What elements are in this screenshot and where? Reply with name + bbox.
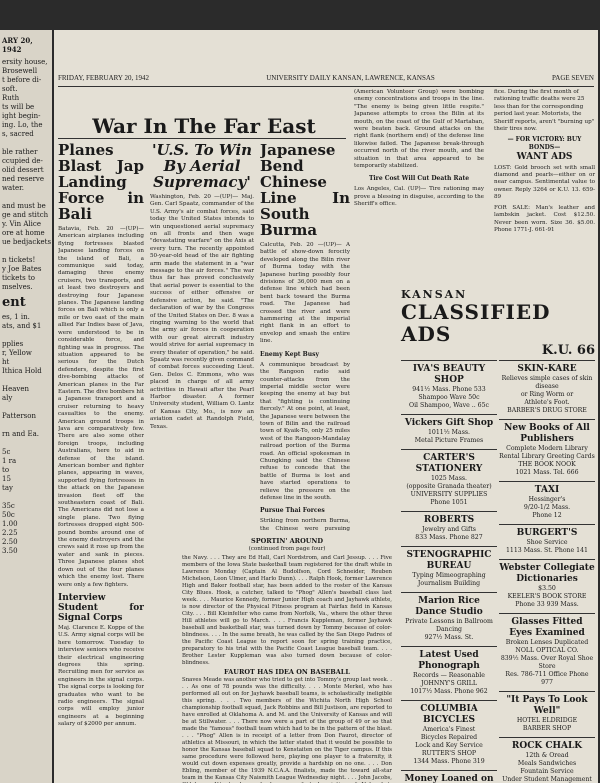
classified-ad-line: 833 Mass. Phone 827 [415,534,483,541]
prev-page-line: r, Yellow [2,349,32,357]
classified-ad-name: Latest Used Phonograph [418,650,480,671]
body-burma: Calcutta, Feb. 20 —(UP)— A battle of show-down ferocity developed along the Bilin river of Burma today with the Japanese hurling possibly four divisions of 36,000 men on a defense line which had been bent back toward the Burma road. The Japanese had crossed the river and were hammering at the imperial right flank in an effort to envelop and smash the entire line. [260,242,350,345]
prev-page-line [2,403,50,412]
classified-kansan: KANSAN [401,288,468,301]
classified-ad-line: HOTEL ELDRIDGE [516,717,578,724]
prev-page-section: ent [2,295,26,310]
classified-ad-line: 9/20-1/2 Mass. [523,504,571,511]
classified-ad-line: BARBER'S DRUG STORE [507,407,587,414]
subhead-tire: Tire Cost Will Cut Death Rate [368,175,470,183]
story-bali [58,142,144,783]
classified-ad-line: Metal Picture Frames [414,437,484,444]
classified-ad [401,592,497,646]
classified-ad-name: New Books of All Publishers [504,423,590,444]
prev-page-line [2,376,50,385]
body-tire: Los Angeles, Cal. (UP)— Tire rationing may prove a blessing in disguise, according to the Sheriff's office. [354,186,484,208]
classified-ad-line: 1113 Mass. St. Phone 141 [506,547,588,554]
classified-ad-line: 1017½ Mass. Phone 962 [410,688,488,695]
masthead [58,74,594,84]
want-ad-item: FOR SALE: Man's leather and lambskin jacket. Cost $12.50. Never been worn. Size 36. $5.00. Phone 1771-J. 661-91 [494,204,595,233]
prev-page-line [2,421,50,430]
classified-ad-name: Marion Rice Dance Studio [415,596,483,617]
classified-ad-line: Athlete's Foot. [524,399,570,406]
sports-body: the Navy. . . . They are Ed Hall, Carl Nordstrom, and Carl Jessup. . . . Five members of the Iowa State basketball team registered for the draft while in Lawrence Monday (Captain Al Budolfson, Cord Schneider, Reuben Michelson, Leon Ulmer, and Harlo Dunn). . . . Ralph Hook, former Lawrence High and Baker football star, has been added to the roster of the Kansas City Blues. Hook, a catcher, talked to "Phog" Allen's baseball class last week. . . . Maurice Kennedy, former Junior High coach and Jayhawk athlete, is now director of the Physical Fitness program at Fairfax field in Kansas City. . . . Bill Kleinfelter who came from Norfolk, Va., where the other three Hill athletes will go to March. . . . Francis Kuppleman, former Jayhawk baseball and basketball star, was turned down by Tommy because of color-blindness. . . . In the same breath, he was called by the San Diego Padres of the Pacific Coast League to report soon for spring training practice, preparatory to his trial with the Pacific Coast League baseball team. . . . Brother Lester Kuppleman was also turned down because of color-blindness. [182,555,392,666]
body-thai: Striking from northern Burma, the Chinese were pursuing [260,518,350,532]
classified-ad-line: 839½ Mass. Over Royal Shoe Store [500,655,594,670]
classified-ad-line: Under Student Management [502,776,592,783]
classified-ad [401,511,497,546]
prev-page-line: 15 [2,475,11,483]
classified-ad-line: Broken Lenses Duplicated [505,639,589,646]
body-bali: Batavia, Feb. 20 —(UP)— American airplanes including flying fortresses blasted Japanese landing forces on the island of Bali, a communique said today, damaging three enemy cruisers, two transports, and at least two destroyers and destroying four Japanese planes. The Japanese landing forces on Bali which is only a mile or two east of the main allied Far Indies base of Java, were understood to be in considerable force, and fighting was in progress. The situation appeared to be serious for the Dutch defenders, despite the first dive-bombing attacks of American planes in the Far Eastern. The dive bombers hit a Japanese transport and a cruiser returning to heavy casualties to the enemy. American ground troops in Java are comparatively few. There are also some other foreign troops, including Australians, here to aid in defense of the island. American bomber and fighter planes, appearing in waves, supported flying fortresses in the attack on the Japanese invasion fleet off the southeastern coast of Bali. The Americans did not lose a single plane. Two flying fortresses dropped eight 500-pound bombs around one of the enemy destroyers and the crews said it rose up from the water and sank in pieces. Three Japanese planes shot down out of the four planes which the enemy lost. There were only a few fighters. [58,226,144,588]
prev-page-line [2,247,50,256]
story-burma [260,142,350,532]
prev-page-line: n tickets! [2,256,36,264]
prev-page-line: t before di- [2,76,42,84]
classified-ad [401,360,497,414]
classified-ad [401,414,497,449]
prev-page-line: water. [2,184,24,192]
classified-ad-line: America's Finest [422,726,476,733]
right-column [494,89,595,237]
prev-page-line: Heaven [2,385,30,393]
prev-page-line: rn and Ea. [2,430,39,438]
sports-sub-body: Snaves Meade was another who tried to get into Tommy's group last week. . . . As one of 78 pounds was the difficulty. . . . Monte Merkel, who has performed all out on for Jayhawk baseball teams, is scholastically ineligible this spring. . . . Two members of the Wichita North High School championship football squad, Jack Robbins and Bill Justison, are reported to have enrolled at Oklahoma A. and M. and the University of Kansas and will be at Stillwater. . . . There now were a part of the group of 49 or so that made the "famous" football team which had to be in the pattern of the blast. . . . "Phog" Allen is in receipt of a letter from Don Faurot, director of athletics at Missouri, in which the latter stated that it would be possible to honor the Kansas baseball squad to Kenstaiten on the Tiger campus. If this same procedure were followed here, playing one player to a fraternity, it would cut down expenses greatly, provide a hardship on no one. . . . Don Ebling, member of the 1939 N.C.A.A. finalists, made the toward all-star team in the Kansas City Naismith League Wednesday night. . . . John Jacobs, [182,677,392,781]
masthead-page: PAGE SEVEN [552,74,594,82]
classified-ad-line: Rental Library Greeting Cards [499,453,595,460]
body-aerial: Washington, Feb. 20 —(UP)— Maj. Gen. Carl Spaatz, commander of the U.S. Army's air combat forces, said today the United States intends to win unquestioned aerial supremacy on all fronts and then wage "devastating warfare" on the Axis at every turn. The recently appointed 50-year-old head of the air fighting arm made the statement in a "war message to the air forces." The war thus far has proved conclusively that aerial power is essential to the success of either offensive or defensive action, he said. "The declaration of war by the Congress of the United States on Dec. 8 was a ringing warning to the world that the army air forces in cooperation with our great aircraft industry would strive for aerial supremacy in every theater of operation," he said. Spaatz was recently given command of combat forces succeeding Lieut. Gen. Delos C. Emmons, who was placed in charge of all army activities in Hawaii after the Pearl Harbor disaster. A former University student, William O. Lantz of Kansas City, Mo., is now an aviation cadet at Randolph Field, Texas. [150,194,254,430]
prev-page-line: 50c [2,511,15,519]
prev-page-line: 5c [2,448,11,456]
classified-ad-line: Private Lessons in Ballroom Dancing [405,618,493,633]
classified-ad-line: Journalism Building [417,580,481,587]
classified-ad-line: Typing Mimeographing [412,572,486,579]
headline-aerial: 'U.S. To Win By Aerial Supremacy' [151,142,253,191]
classified-ad-line: UNIVERSITY SUPPLIES [410,491,488,498]
classified-ad [401,546,497,592]
masthead-paper: UNIVERSITY DAILY KANSAN, LAWRENCE, KANSAS [266,74,435,82]
prev-page-line: and must be [2,202,46,210]
body-tire-cont: fice. During the first month of rationing traffic deaths were 25 less than for the corresponding period last year. Motorists, the Sheriff reports, aren't "burning up" their tires now. [494,89,595,133]
classified-ad-line: Phone 12 [532,512,562,519]
classified-ad-name: SKIN-KARE [517,364,577,374]
prev-page-line: y. Vin Alice [2,220,41,228]
body-burma-cont: (American Volunteer Group) were bombing enemy concentrations and troops in the line. "The enemy is being given little respite." Japanese attempts to cross the Bilin at its mouth, on the coast of the Gulf of Martaban, were beaten back. Ground attacks on the right flank (northern end) of the defense line likewise failed. The Japanese break-through occurred north of the river mouth, and the situation in that area appeared to be temporarily stabilized. [354,89,484,170]
classified-ad-line: Phone 1051 [430,499,468,506]
prev-page-line [2,439,50,448]
classified-left-column [401,360,497,783]
prev-page-line [2,193,50,202]
sports-subhead: FAUROT HAS IDEA ON BASEBALL [224,668,350,676]
classified-ad [499,360,595,419]
prev-page-line: ue bedjackets [2,238,52,246]
sports-continued: (continued from page four) [248,546,326,552]
sports-title: SPORTIN' AROUND [251,538,323,545]
classified-ad-line: KEELER'S BOOK STORE [507,593,587,600]
classified-ad-line: 1021 Mass. Tel. 666 [515,469,579,476]
classified-ad-line: BARBER SHOP [522,725,572,732]
classified-ad-line: 1025 Mass. [430,475,468,482]
classified-ad [401,449,497,511]
prev-page-line: ing. Lo, the [2,121,43,129]
banner-headline: War In The Far East [92,114,316,138]
prev-page-line: y Joe Bates [2,265,42,273]
classified-ad-name: "It Pays To Look Well" [506,695,588,716]
classified-ad-line: Shampoo Wave 50c [418,394,480,401]
classified-section [401,288,595,783]
classified-ad-line: Jewelry and Gifts [422,526,476,533]
classified-ad-line: Records — Reasonable [413,672,485,679]
classified-ad-line: Complete Modern Library [506,445,588,452]
classified-ad [499,691,595,737]
classified-ad-line: JOHNNY'S GRILL [420,680,478,687]
classified-ad-line: 1011½ Mass. [427,429,471,436]
classified-ad-line: 12th & Oread [525,752,569,759]
prev-page-line: 2.25 [2,529,18,537]
prev-page-line: ersity house, [2,58,48,66]
newspaper-page [54,30,598,783]
classified-right-column [499,360,595,783]
classified-title: CLASSIFIED ADS [401,300,551,346]
classified-ad-line: 941½ Mass. Phone 533 [412,386,486,393]
classified-ad-line: Phone 33 939 Mass. [515,601,579,608]
prev-page-line: ight begin- [2,112,41,120]
classified-ad [499,559,595,613]
classified-ad-name: Vickers Gift Shop [404,418,494,428]
prev-page-line [2,139,50,148]
prev-page-line: to [2,466,10,474]
masthead-date: FRIDAY, FEBRUARY 20, 1942 [58,74,149,82]
subhead-signal-corps: Interview Student for Signal Corps [58,592,144,623]
classified-ad-name: STENOGRAPHIC BUREAU [406,550,492,571]
classified-ad-line: 1344 Mass. Phone 319 [413,758,485,765]
headline-burma: Japanese Bend Chinese Line In South Burma [260,142,350,239]
prev-page-line: Brosewell [2,67,38,75]
classified-ad [499,613,595,691]
classified-ad-name: IVA'S BEAUTY SHOP [412,364,486,385]
classified-ad [499,737,595,783]
banner-rule [58,138,346,139]
victory-slogan: — FOR VICTORY: BUY BONDS— [507,136,582,151]
prev-page-line: pplies [2,340,24,348]
classified-ad-line: (opposite Granada theater) [406,483,492,490]
classified-ad-name: Money Loaned on [404,774,494,783]
prev-page-line [2,331,50,340]
classified-ad-name: Webster Collegiate Dictionaries [499,563,595,584]
prev-page-line: ats, and $1 [2,322,42,330]
headline-bali: Planes Blast Jap Landing Force in Bali [58,142,144,223]
classified-ad-name: CARTER'S STATIONERY [415,453,483,474]
story-aerial [150,142,254,532]
story-burma-cont [354,89,484,284]
prev-page-line: tickets to [2,274,36,282]
prev-page-line: soft. [2,85,18,93]
prev-page-line: 2.50 [2,538,18,546]
classified-ad [401,770,497,783]
classified-ad-line: Oil Shampoo, Wave .. 65c [409,402,489,409]
prev-page-line: aly [2,394,13,402]
classified-ad-name: ROCK CHALK [511,741,583,751]
masthead-rule [58,86,594,87]
classified-phone: K.U. 66 [541,343,595,358]
want-ad-item: LOST: Gold brooch set with small diamond and pearls—either on or near campus. Sentimental value to owner. Reply 3264 or K.U. 13. 659-89 [494,164,595,201]
body-enemy: A communique broadcast by the Rangoon radio said counter-attacks from the imperial middle sector were keeping the enemy at bay but that "fighting is continuing fiercely." At one point, at least, the Japanese were between the town of Bilin and the railroad town of Kyaik-To, only 25 miles west of the Rangoon-Mandalay railroad portion of the Burma road. An official spokesman in Chungking said the Chinese refuse to concede that the battle of Burma is lost and have started operations to relieve the pressure on the defense line in the south. [260,361,350,501]
want-ads-list [494,165,595,235]
classified-ad [499,481,595,524]
classified-ad-line: $3.50 [538,585,556,592]
classified-ad-line: THE BOOK NOOK [518,461,576,468]
prev-page-line: 35c [2,502,15,510]
prev-page-line: ore at home [2,229,45,237]
classified-ad [401,700,497,770]
classified-ad [401,646,497,700]
classified-ad-line: 927½ Mass. St. [424,634,474,641]
subhead-enemy: Enemy Kept Busy [260,350,319,358]
prev-page-line: Ruth [2,94,20,102]
prev-page-line: ts will be [2,103,35,111]
classified-ad-line: Bicycles Repaired [420,734,478,741]
body-signal-corps: Maj. Clarence E. Koppe of the U.S. Army signal corps will be here tomorrow. Tuesday to interview seniors who receive their electrical engineering degrees this spring. Recruiting men for service as engineers in the signal corps. The signal corps is looking for graduates who want to be radio engineers. The signal corps will employ junior engineers at a beginning salary of $2000 per annum. [58,624,144,728]
prev-page-line: Patterson [2,412,36,420]
classified-ad-line: Hessinger's [528,496,566,503]
classified-ad-line: RUTTER'S SHOP [421,750,477,757]
classified-ad [499,524,595,559]
prev-page-line: 3.50 [2,547,18,555]
prev-page-header: ARY 20, 1942 [2,36,33,54]
prev-page-line: ccupied de- [2,157,43,165]
classified-ad-line: Fountain Service [520,768,574,775]
prev-page-line: Ithica Hold [2,367,42,375]
classified-ad-name: TAXI [534,485,560,495]
prev-page-line: 1.00 [2,520,18,528]
subhead-thai: Pursue Thai Forces [260,507,325,515]
classified-ad-line: or Ring Worm or [520,391,574,398]
prev-page-line: ned reserve [2,175,45,183]
classified-ad-line: Meals Sandwiches [517,760,577,767]
classified-ad-line: Shoe Service [526,539,568,546]
prev-page-line: ge and stitch [2,211,49,219]
prev-page-line: olid dessert [2,166,44,174]
prev-page-column [2,58,50,292]
classified-ad-line: Res. 786-711 Office Phone 977 [505,671,589,686]
classified-ad-line: NOLL OPTICAL CO. [515,647,579,654]
classified-ad-name: ROBERTS [423,515,475,525]
want-ads-title: WANT ADS [516,152,573,163]
classified-ad-name: COLUMBIA BICYCLES [420,704,478,725]
classified-ad-name: BURGERT'S [516,528,578,538]
prev-page-line: mselves. [2,283,33,291]
prev-page-line: ht [2,358,10,366]
previous-page-edge [0,30,52,783]
classified-ad-line: Relieves simple cases of skin disease [501,375,593,390]
classified-ad-name: Glasses Fitted Eyes Examined [509,617,585,638]
prev-page-column-lower [2,313,50,556]
prev-page-line: ble rather [2,148,38,156]
classified-ad-line: Lock and Key Service [415,742,483,749]
prev-page-line: s, sacred [2,130,34,138]
prev-page-line: es, 1 in. [2,313,30,321]
prev-page-line: tay [2,484,13,492]
classified-ad [499,419,595,481]
prev-page-line [2,493,50,502]
prev-page-line: 1 ra [2,457,17,465]
sports-column [182,538,392,783]
